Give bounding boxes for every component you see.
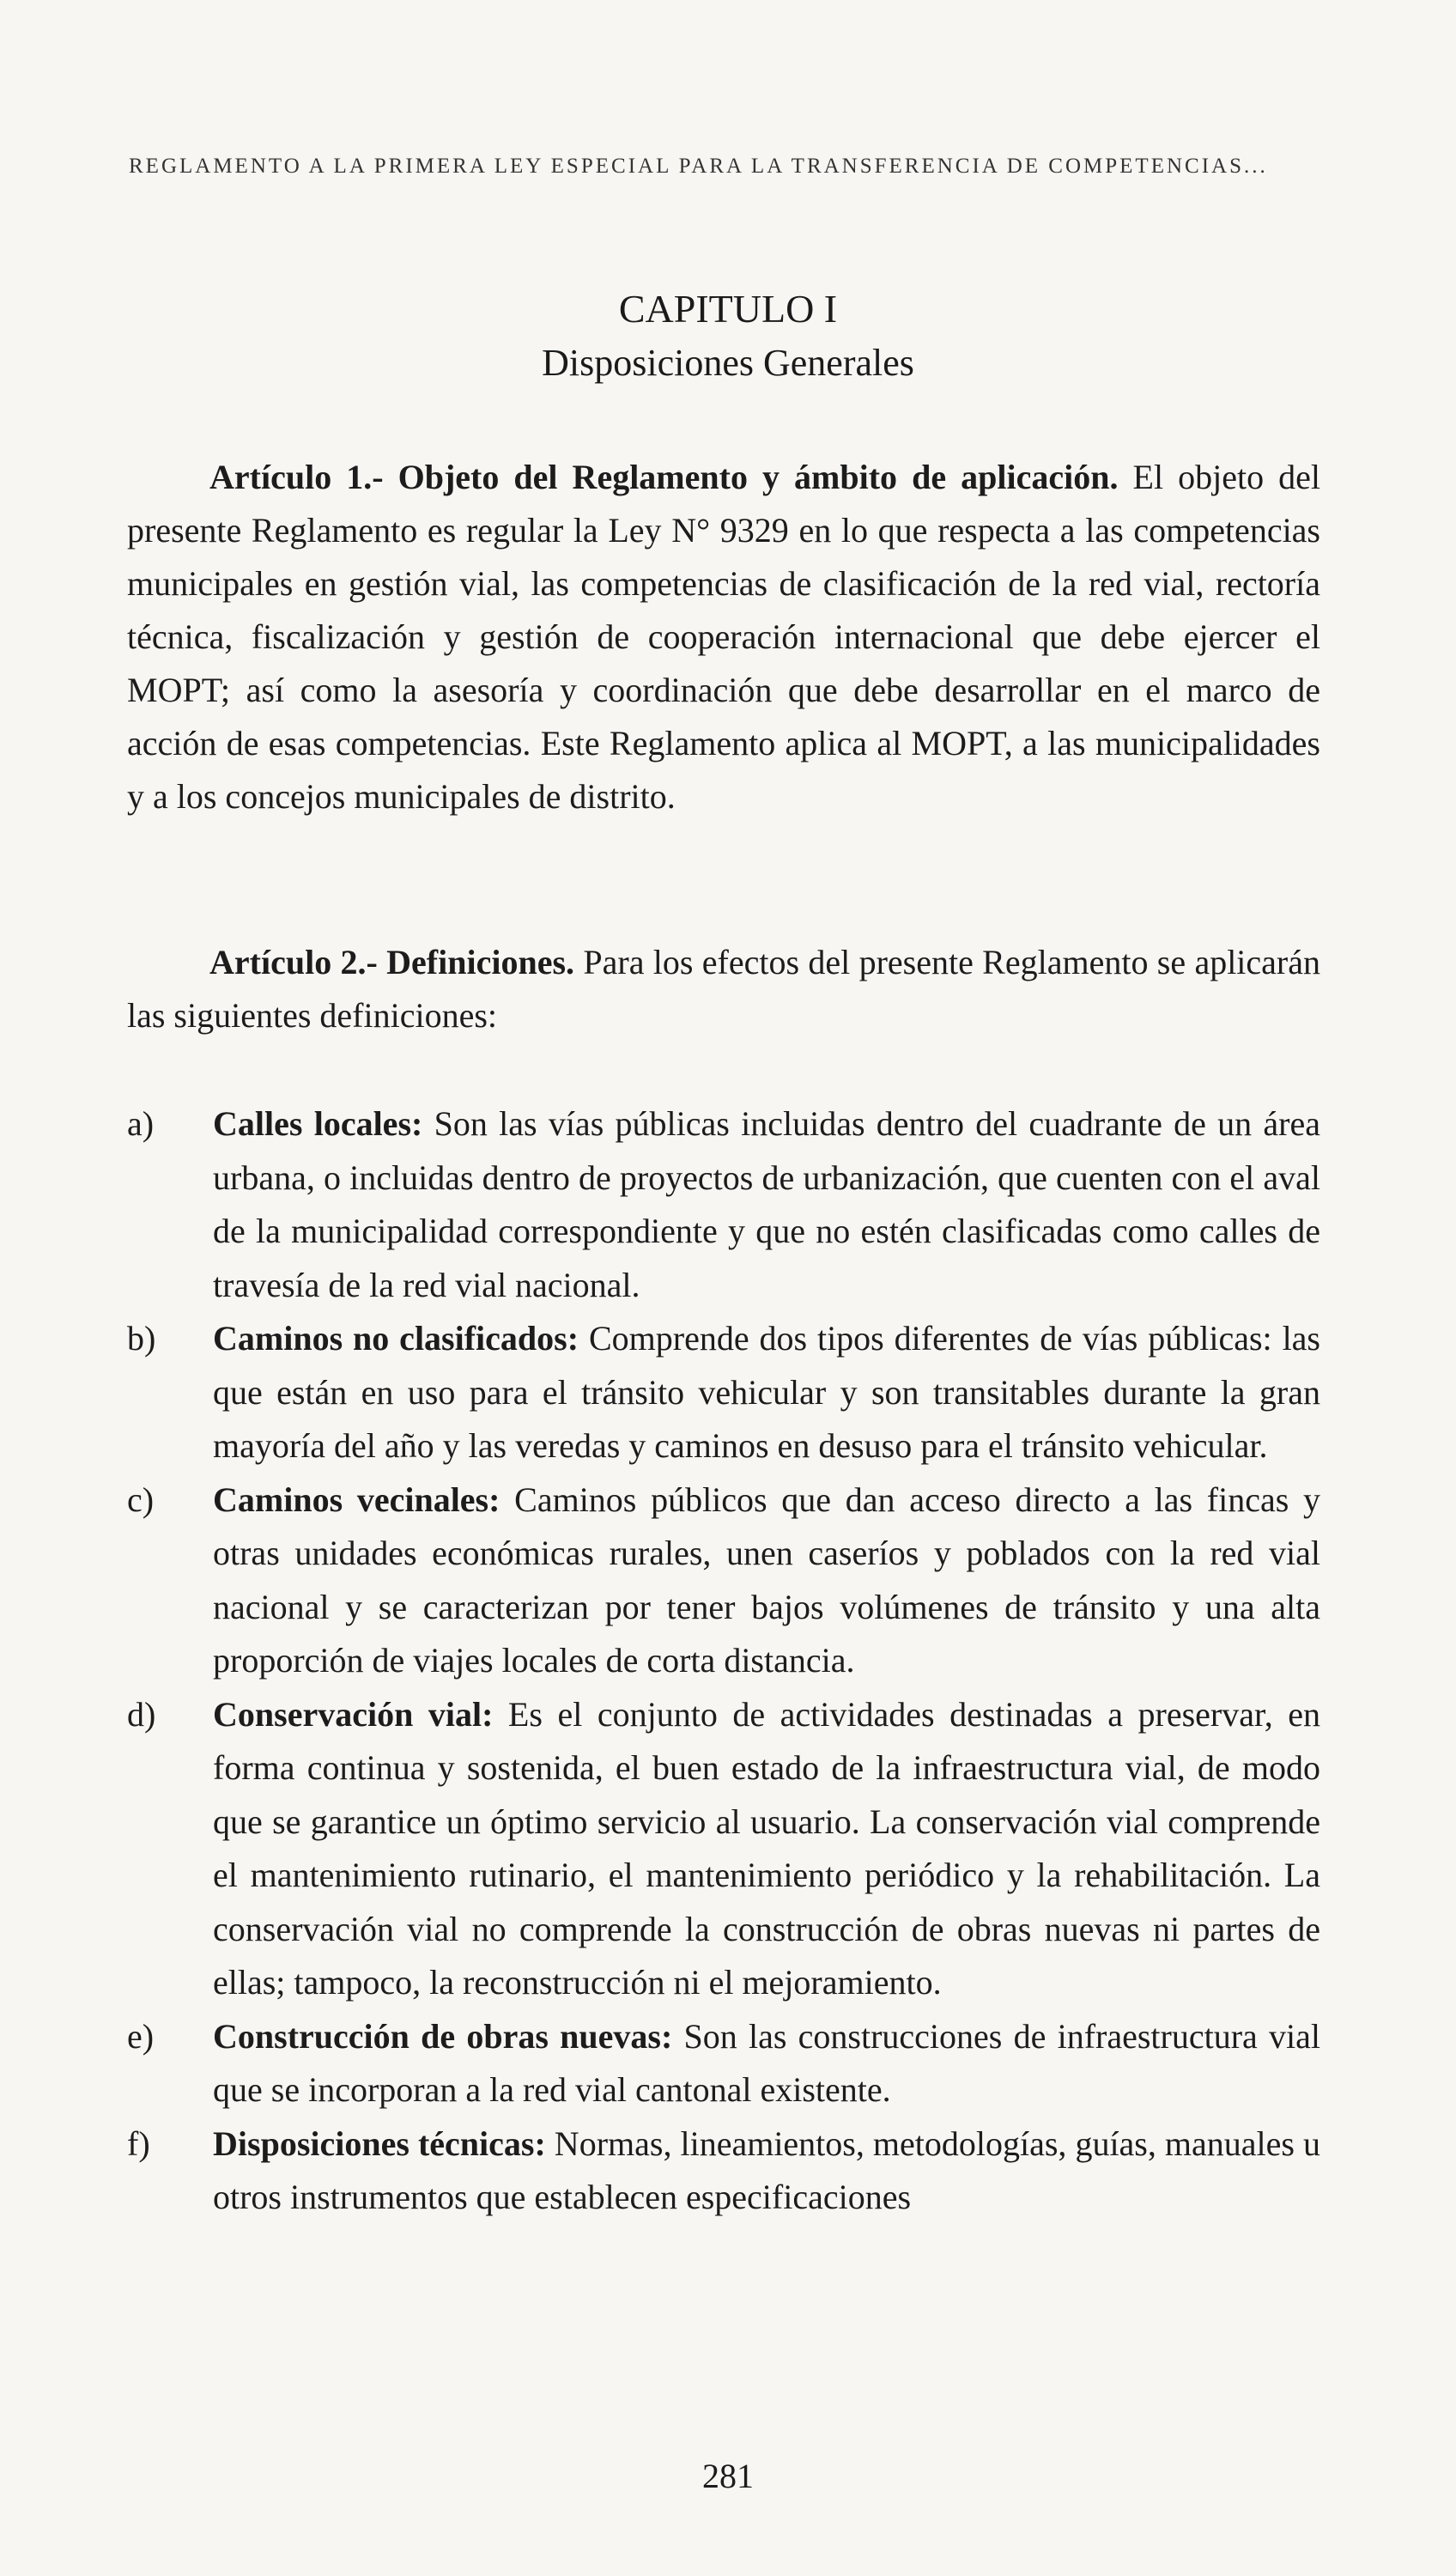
definition-marker: c): [127, 1479, 155, 1519]
chapter-title: CAPITULO I: [618, 287, 838, 331]
running-head: REGLAMENTO A LA PRIMERA LEY ESPECIAL PARA LA TRANSFERENCIA DE COMPETENCIAS...: [129, 155, 1268, 178]
definition-marker: b): [127, 1319, 156, 1358]
definition-marker: f): [127, 2123, 150, 2163]
definition-item: [127, 1688, 1320, 2010]
article-1: [127, 451, 1320, 823]
definition-text: Es el conjunto de actividades destinadas a preservar, en forma continua y sostenida, el buen estado de la infraestructura vial, de modo que se garantice un óptimo servicio al usuario. La conservación vial comprende el mantenimiento rutinario, el mantenimiento periódico y la rehabilitación. La conservación vial no comprende la construcción de obras nuevas ni partes de ellas; tampoco, la reconstrucción ni el mejoramiento.: [213, 1694, 1320, 2002]
definition-term: Conservación vial:: [213, 1694, 494, 1734]
chapter-heading: [0, 283, 1456, 392]
article-2: [127, 936, 1320, 1042]
article-1-heading: Artículo 1.- Objeto del Reglamento y ámbito de aplicación.: [209, 458, 1119, 496]
definition-marker: a): [127, 1104, 155, 1143]
definition-item: [127, 2010, 1320, 2117]
definition-body: [213, 1688, 1320, 2010]
definition-body: [213, 2010, 1320, 2117]
definition-item: [127, 1312, 1320, 1473]
definitions-list: [127, 1097, 1320, 2225]
article-2-paragraph: [127, 936, 1320, 1042]
article-1-body: El objeto del presente Reglamento es regular la Ley N° 9329 en lo que respecta a las competencias municipales en gestión vial, las competencias de clasificación de la red vial, rectoría técnica, fiscalización y gestión de cooperación internacional que debe ejercer el MOPT; así como la asesoría y coordinación que debe desarrollar en el marco de acción de esas competencias. Este Reglamento aplica al MOPT, a las municipalidades y a los concejos municipales de distrito.: [127, 458, 1320, 816]
definition-item: [127, 2117, 1320, 2225]
definition-body: [213, 1312, 1320, 1473]
definition-body: [213, 1473, 1320, 1688]
definition-term: Calles locales:: [213, 1104, 423, 1143]
definition-term: Caminos no clasificados:: [213, 1319, 579, 1358]
definition-marker: e): [127, 2016, 155, 2056]
definition-item: [127, 1097, 1320, 1312]
definition-term: Construcción de obras nuevas:: [213, 2016, 673, 2056]
article-2-body: Para los efectos del presente Reglamento se aplicarán las siguientes definiciones:: [127, 943, 1321, 1035]
chapter-subtitle: Disposiciones Generales: [542, 342, 914, 384]
definition-text: Son las vías públicas incluidas dentro del cuadrante de un área urbana, o incluidas dentro de proyectos de urbanización, que cuenten con el aval de la municipalidad correspondiente y que no estén clasificadas como calles de travesía de la red vial nacional.: [213, 1104, 1320, 1304]
definition-marker: d): [127, 1694, 156, 1734]
definition-text: Son las construcciones de infraestructura vial que se incorporan a la red vial cantonal existente.: [213, 2016, 1321, 2109]
definition-term: Caminos vecinales:: [213, 1479, 500, 1519]
article-2-heading: Artículo 2.- Definiciones.: [209, 943, 575, 981]
definition-item: [127, 1473, 1320, 1688]
definition-body: [213, 2117, 1320, 2225]
definition-term: Disposiciones técnicas:: [213, 2123, 546, 2163]
definition-text: Comprende dos tipos diferentes de vías públicas: las que están en uso para el tránsito vehicular y son transitables durante la gran mayoría del año y las veredas y caminos en desuso para el tránsito vehicular.: [213, 1319, 1320, 1465]
page-number: 281: [702, 2457, 754, 2495]
definition-body: [213, 1097, 1320, 1312]
article-1-paragraph: [127, 451, 1320, 823]
definition-text: Caminos públicos que dan acceso directo a las fincas y otras unidades económicas rurales, unen caseríos y poblados con la red vial nacional y se caracterizan por tener bajos volúmenes de tránsito y una alta proporción de viajes locales de corta distancia.: [213, 1479, 1320, 1680]
definition-text: Normas, lineamientos, metodologías, guías, manuales u otros instrumentos que establecen especificaciones: [213, 2123, 1320, 2216]
